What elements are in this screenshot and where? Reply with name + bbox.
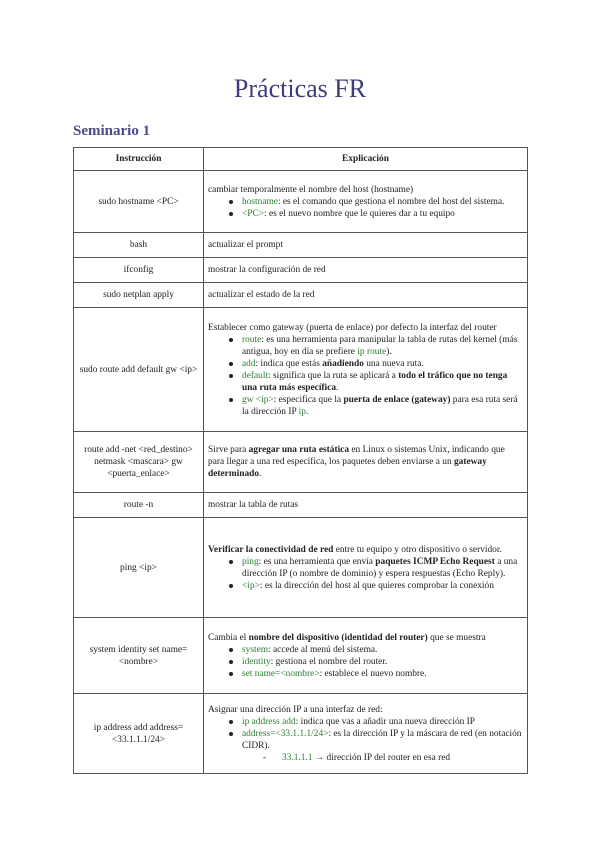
explanation-text: Cambia el [208,632,249,643]
command-term: <PC> [242,208,265,219]
command-term: ip [298,406,306,417]
explanation-cell [204,618,528,694]
item-text: : accede al menú del sistema. [268,644,378,655]
bold-text: gateway determinado [208,457,487,479]
command-term: ip route [357,346,387,357]
instruction-cell: ip address add address=<33.1.1.1/24> [74,694,204,774]
item-text: : gestiona el nombre del router. [270,656,388,667]
table-row [74,493,528,518]
header-explicacion: Explicación [204,148,528,171]
section-heading: Seminario 1 [73,123,151,139]
bold-text: añadiendo [322,358,364,369]
instruction-cell: sudo netplan apply [74,283,204,308]
item-text: : establece el nuevo nombre. [319,668,427,679]
item-text: : indica que vas a añadir una nueva dirección IP [295,716,475,727]
list-item [242,656,523,668]
list-item [242,196,523,208]
list-item [242,394,523,418]
item-text: ). [386,346,392,357]
table-row [74,171,528,233]
list-item [242,334,523,358]
list-item [242,716,523,728]
command-term: ip address add [242,716,296,727]
item-text: una nueva ruta. [363,358,424,369]
instruction-cell: sudo route add default gw <ip> [74,308,204,432]
explanation-text [208,544,523,556]
item-text: : es la dirección del host al que quieres comprobar la conexión [259,580,494,591]
explanation-text: . [259,469,262,479]
bold-text: todo el tráfico que no tenga una ruta más específica [242,370,508,393]
list-item [242,728,523,764]
item-text: para esa ruta será la dirección IP [242,394,518,417]
table-header-row [74,148,528,171]
item-text: : especifica que la [273,394,344,405]
table-row [74,258,528,283]
explanation-cell: mostrar la tabla de rutas [204,493,528,518]
bullet-list [208,556,523,592]
sub-list [242,752,523,764]
list-item [242,208,523,220]
table-row [74,283,528,308]
explanation-cell: mostrar la configuración de red [204,258,528,283]
bullet-list [208,196,523,220]
instruction-cell: ifconfig [74,258,204,283]
instruction-cell: route -n [74,493,204,518]
explanation-cell: actualizar el prompt [204,233,528,258]
item-text: : es una herramienta para manipular la tabla de rutas del kernel (más antigua, hoy en día se prefiere [242,334,518,357]
explanation-cell [204,432,528,493]
item-text: . [305,406,309,417]
bold-text: puerta de enlace (gateway) [343,394,451,405]
instruction-cell: sudo hostname <PC> [74,171,204,233]
command-term: route [242,334,262,345]
command-term: <ip> [242,580,260,591]
table-row [74,308,528,432]
explanation-cell [204,308,528,432]
item-text: : significa que la ruta se aplicará a [268,370,399,381]
bullet-list [208,716,523,764]
bold-text: agregar una ruta estática [248,445,350,455]
command-term: 33.1.1.1 [282,752,313,763]
command-term: ping [242,556,259,567]
bullet-list [208,644,523,680]
explanation-text: entre tu equipo y otro dispositivo o servidor. [333,544,502,555]
bold-text: Verificar la conectividad de red [208,544,334,555]
commands-table [73,147,528,774]
command-term: address=<33.1.1.1/24> [242,728,329,739]
item-text: → dirección IP del router en esa red [312,752,451,763]
instruction-cell: system identity set name=<nombre> [74,618,204,694]
item-text: : es una herramienta que envía [258,556,376,567]
command-term: add [242,358,256,369]
explanation-text: cambiar temporalmente el nombre del host (hostname) [208,184,414,195]
item-text: : indica que estás [255,358,323,369]
explanation-cell [204,171,528,233]
bold-text: nombre del dispositivo (identidad del router) [248,632,428,643]
list-item [242,370,523,394]
command-term: system [242,644,269,655]
explanation-cell [204,518,528,618]
bold-text: paquetes ICMP Echo Request [375,556,495,567]
command-term: set name=<nombre> [242,668,320,679]
explanation-text: Establecer como gateway (puerta de enlace) por defecto la interfaz del router [208,322,497,333]
command-term: identity [242,656,271,667]
table-row [74,233,528,258]
header-instruccion: Instrucción [74,148,204,171]
explanation-cell: actualizar el estado de la red [204,283,528,308]
explanation-text: Asignar una dirección IP a una interfaz de red: [208,704,383,715]
item-text: : es la dirección IP y la máscara de red (en notación CIDR). [242,728,522,751]
command-term: hostname [242,196,278,207]
list-item [242,668,523,680]
table-row [74,618,528,694]
table-row [74,432,528,493]
sub-list-item [282,752,523,764]
command-term: default [242,370,269,381]
table-row [74,518,528,618]
list-item [242,556,523,580]
instruction-cell: bash [74,233,204,258]
bullet-list [208,334,523,418]
list-item [242,644,523,656]
explanation-text: en Linux o sistemas Unix, indicando que para llegar a una red específica, los paquetes deben enviarse a un [208,445,505,467]
item-text: . [336,382,339,393]
table-row [74,694,528,774]
explanation-cell [204,694,528,774]
explanation-text [208,632,523,644]
page-title: Prácticas FR [233,74,367,103]
list-item [242,358,523,370]
explanation-text: que se muestra [427,632,486,643]
list-item [242,580,523,592]
instruction-cell: route add -net <red_destino> netmask <mascara> gw <puerta_enlace> [74,432,204,493]
item-text: : es el nuevo nombre que le quieres dar a tu equipo [264,208,455,219]
item-text: : es el comando que gestiona el nombre del host del sistema. [277,196,505,207]
item-text: a una dirección IP (o nombre de dominio) y espera respuestas (Echo Reply). [242,556,518,579]
command-term: gw <ip> [242,394,274,405]
instruction-cell: ping <ip> [74,518,204,618]
explanation-text: Sirve para [208,445,249,455]
